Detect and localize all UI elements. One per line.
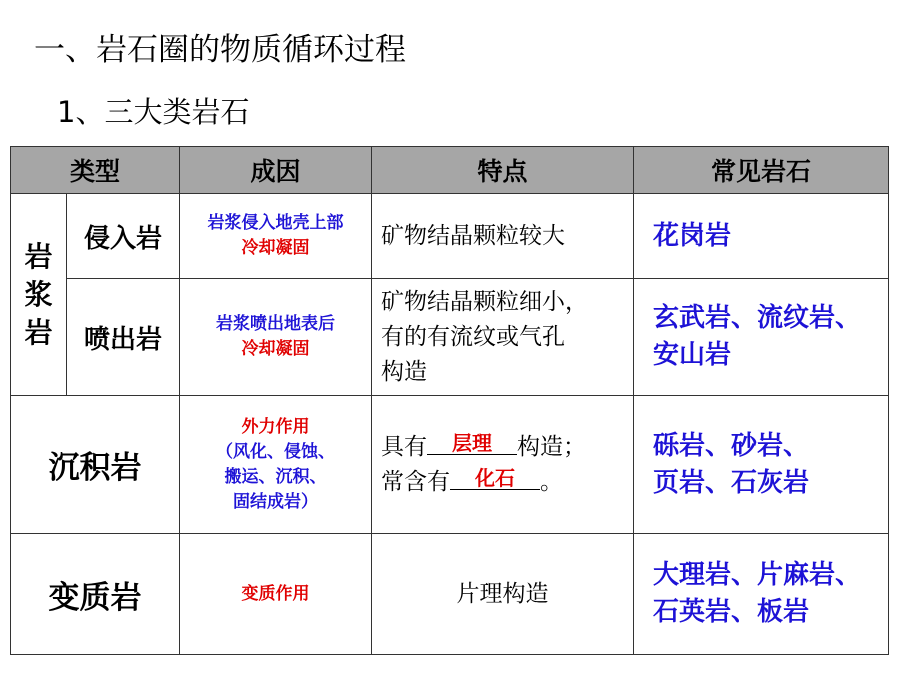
header-features: 特点 [372,147,634,194]
table-row-extrusive [11,279,889,396]
extrusive-cause: 岩浆喷出地表后 冷却凝固 [180,279,372,396]
intrusive-rocks: 花岗岩 [634,194,889,279]
extrusive-name: 喷出岩 [67,279,180,396]
metamorphic-rocks: 大理岩、片麻岩、 石英岩、板岩 [634,534,889,655]
extrusive-features: 矿物结晶颗粒细小， 有的有流纹或气孔 构造 [372,279,634,396]
slide-subheading: 1、三大类岩石 [57,95,250,129]
bedding-answer: 层理 [427,432,517,455]
metamorphic-name: 变质岩 [11,534,180,655]
igneous-group-label: 岩 浆 岩 [11,194,67,396]
intrusive-features: 矿物结晶颗粒较大 [372,194,634,279]
intrusive-cause: 岩浆侵入地壳上部 冷却凝固 [180,194,372,279]
sedimentary-rocks: 砾岩、砂岩、 页岩、石灰岩 [634,396,889,534]
table-row-metamorphic [11,534,889,655]
header-cause: 成因 [180,147,372,194]
extrusive-rocks: 玄武岩、流纹岩、 安山岩 [634,279,889,396]
fossil-answer: 化石 [450,467,540,490]
metamorphic-cause: 变质作用 [180,534,372,655]
header-type: 类型 [11,147,180,194]
table-row-intrusive [11,194,889,279]
sedimentary-name: 沉积岩 [11,396,180,534]
table-row-sedimentary [11,396,889,534]
sedimentary-features: 具有 层理 构造； 常含有 化石 。 [372,396,634,534]
header-common-rocks: 常见岩石 [634,147,889,194]
slide-heading: 一、岩石圈的物质循环过程 [34,32,406,68]
rock-types-table [10,146,889,655]
table-header-row [11,147,889,194]
sedimentary-cause: 外力作用 （风化、侵蚀、 搬运、沉积、 固结成岩） [180,396,372,534]
intrusive-name: 侵入岩 [67,194,180,279]
metamorphic-features: 片理构造 [372,534,634,655]
